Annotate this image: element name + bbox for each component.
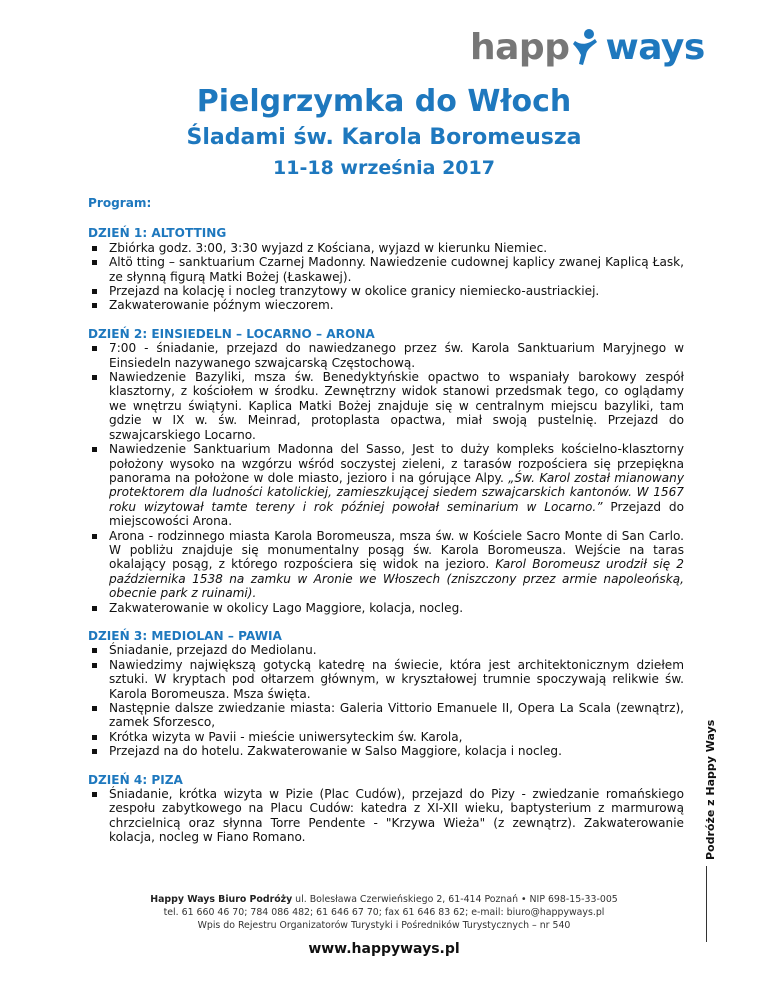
footer (0, 893, 768, 958)
list-item (88, 255, 684, 284)
square-bullet-icon (92, 606, 97, 611)
list-item (88, 787, 684, 845)
day-items-list (88, 787, 684, 845)
item-text: Nawiedzenie Sanktuarium Madonna del Sasso, Jest to duży kompleks kościelno-klasztorny położony wysoko na wzgórzu wśród soczystej zieleni, z tarasów rozpościera się przepiękna panorama na położone w dole miasto, jezioro i na górujące Alpy. (109, 442, 684, 485)
square-bullet-icon (92, 246, 97, 251)
item-text: Zakwaterowanie późnym wieczorem. (109, 298, 334, 313)
logo-text-left: happ (470, 26, 570, 68)
footer-website-link[interactable]: www.happyways.pl (308, 941, 460, 957)
page-subtitle: Śladami św. Karola Boromeusza (186, 125, 582, 150)
logo-figure-icon (571, 27, 599, 67)
item-text: 7:00 - śniadanie, przejazd do nawiedzanego przez św. Karola Sanktuarium Maryjnego w Einsiedeln nazywanego szwajcarską Częstochową. (109, 341, 684, 370)
item-text: Przejazd na do hotelu. Zakwaterowanie w Salso Maggiore, kolacja i nocleg. (109, 744, 562, 759)
list-item (88, 658, 684, 701)
square-bullet-icon (92, 749, 97, 754)
item-text: Śniadanie, przejazd do Mediolanu. (109, 643, 317, 658)
list-item (88, 341, 684, 370)
item-text: Zbiórka godz. 3:00, 3:30 wyjazd z Kościana, wyjazd w kierunku Niemiec. (109, 240, 548, 255)
item-text: Krótka wizyta w Pavii - mieście uniwersyteckim św. Karola, (109, 729, 463, 744)
square-bullet-icon (92, 792, 97, 797)
list-item (88, 701, 684, 730)
program-label: Program: (88, 196, 152, 210)
square-bullet-icon (92, 346, 97, 351)
italic-text: Karol Boromeusz urodził się 2 października 1538 na zamku w Aronie we Włoszech (zniszczony przez armie napoleońską, obecnie park z ruinami). (109, 557, 685, 601)
square-bullet-icon (92, 648, 97, 653)
footer-line-1 (0, 893, 768, 906)
item-text: Nawiedzenie Bazyliki, msza św. Benedyktyńskie opactwo to wspaniały barokowy zespół klasztorny, z kościołem w środku. Zewnętrzny widok stanowi przedsmak tego, co oglądamy we wnętrzu świątyni. Kaplica Matki Bożej znajduje się w centralnym miejscu bazyliki, tam gdzie w IX w. św. Meinrad, protoplasta opactwa, miał swoją pustelnię. Przejazd do szwajcarskiego Locarno. (109, 370, 684, 442)
footer-contact: tel. 61 660 46 70; 784 086 482; 61 646 67 70; fax 61 646 83 62; e-mail: biuro@happyways.pl (163, 907, 605, 918)
day-heading: DZIEŃ 1: ALTOTTING (88, 226, 227, 241)
item-text: Altö tting – sanktuarium Czarnej Madonny. Nawiedzenie cudownej kaplicy zwanej Kaplicą Łask, ze słynną figurą Matki Bożej (Łaskawej). (109, 255, 684, 284)
side-label: Podróże z Happy Ways (704, 719, 717, 860)
day-items-list (88, 341, 684, 615)
page-title: Pielgrzymka do Włoch (196, 84, 572, 119)
square-bullet-icon (92, 447, 97, 452)
footer-registry: Wpis do Rejestru Organizatorów Turystyki i Pośredników Turystycznych – nr 540 (197, 920, 571, 931)
day-section (88, 327, 684, 615)
day-section (88, 629, 684, 759)
day-heading: DZIEŃ 3: MEDIOLAN – PAWIA (88, 628, 282, 643)
list-item (88, 643, 684, 657)
square-bullet-icon (92, 735, 97, 740)
list-item (88, 298, 684, 312)
logo-text-right: ways (605, 26, 705, 68)
square-bullet-icon (92, 303, 97, 308)
item-text: Przejazd do miejscowości Arona. (109, 499, 684, 529)
list-item (88, 529, 684, 601)
days-list (88, 226, 684, 844)
square-bullet-icon (92, 706, 97, 711)
list-item (88, 284, 684, 298)
footer-address: ul. Bolesława Czerwieńskiego 2, 61-414 Poznań • NIP 698-15-33-005 (292, 894, 618, 905)
day-section (88, 773, 684, 845)
list-item (88, 442, 684, 528)
item-text: Zakwaterowanie w okolicy Lago Maggiore, kolacja, nocleg. (109, 600, 464, 615)
list-item (88, 730, 684, 744)
square-bullet-icon (92, 534, 97, 539)
square-bullet-icon (92, 289, 97, 294)
square-bullet-icon (92, 375, 97, 380)
day-items-list (88, 643, 684, 758)
trip-dates: 11-18 września 2017 (273, 157, 495, 179)
list-item (88, 744, 684, 758)
day-heading: DZIEŃ 2: EINSIEDELN – LOCARNO – ARONA (88, 326, 375, 341)
item-text: Przejazd na kolację i nocleg tranzytowy w okolice granicy niemiecko-austriackiej. (109, 284, 600, 299)
list-item (88, 601, 684, 615)
square-bullet-icon (92, 260, 97, 265)
item-text: Śniadanie, krótka wizyta w Pizie (Plac Cudów), przejazd do Pizy - zwiedzanie romańskiego zespołu zabytkowego na Placu Cudów: katedra z XI-XII wieku, baptysterium z marmurową chrzcielnicą oraz słynna Torre Pendente - "Krzywa Wieża" (z zewnątrz). Zakwaterowanie kolacja, nocleg w Fiano Romano. (109, 787, 684, 845)
item-text: Następnie dalsze zwiedzanie miasta: Galeria Vittorio Emanuele II, Opera La Scala (zewnątrz), zamek Sforzesco, (109, 701, 684, 730)
day-items-list (88, 241, 684, 313)
day-heading: DZIEŃ 4: PIZA (88, 772, 183, 787)
list-item (88, 241, 684, 255)
square-bullet-icon (92, 663, 97, 668)
footer-company: Happy Ways Biuro Podróży (150, 894, 293, 905)
list-item (88, 370, 684, 442)
italic-text: „Św. Karol został mianowany protektorem dla ludności katolickiej, zamieszkującej siedem szwajcarskich kantonów. W 1567 roku wizytował tamte tereny i rok później powołał seminarium w Locarno.” (109, 470, 684, 514)
happy-ways-logo (470, 22, 705, 72)
program-content (88, 196, 684, 859)
day-section (88, 226, 684, 312)
item-text: Nawiedzimy największą gotycką katedrę na świecie, która jest architektonicznym dziełem sztuki. W kryptach pod ołtarzem głównym, w kryształowej trumnie spoczywają relikwie św. Karola Boromeusza. Msza święta. (109, 657, 684, 701)
item-text: Arona - rodzinnego miasta Karola Boromeusza, msza św. w Kościele Sacro Monte di San Carlo. W pobliżu znajduje się monumentalny posąg św. Karola Boromeusza. Wejście na taras okalający posąg, z którego rozpościera się widok na jezioro. (109, 528, 684, 572)
